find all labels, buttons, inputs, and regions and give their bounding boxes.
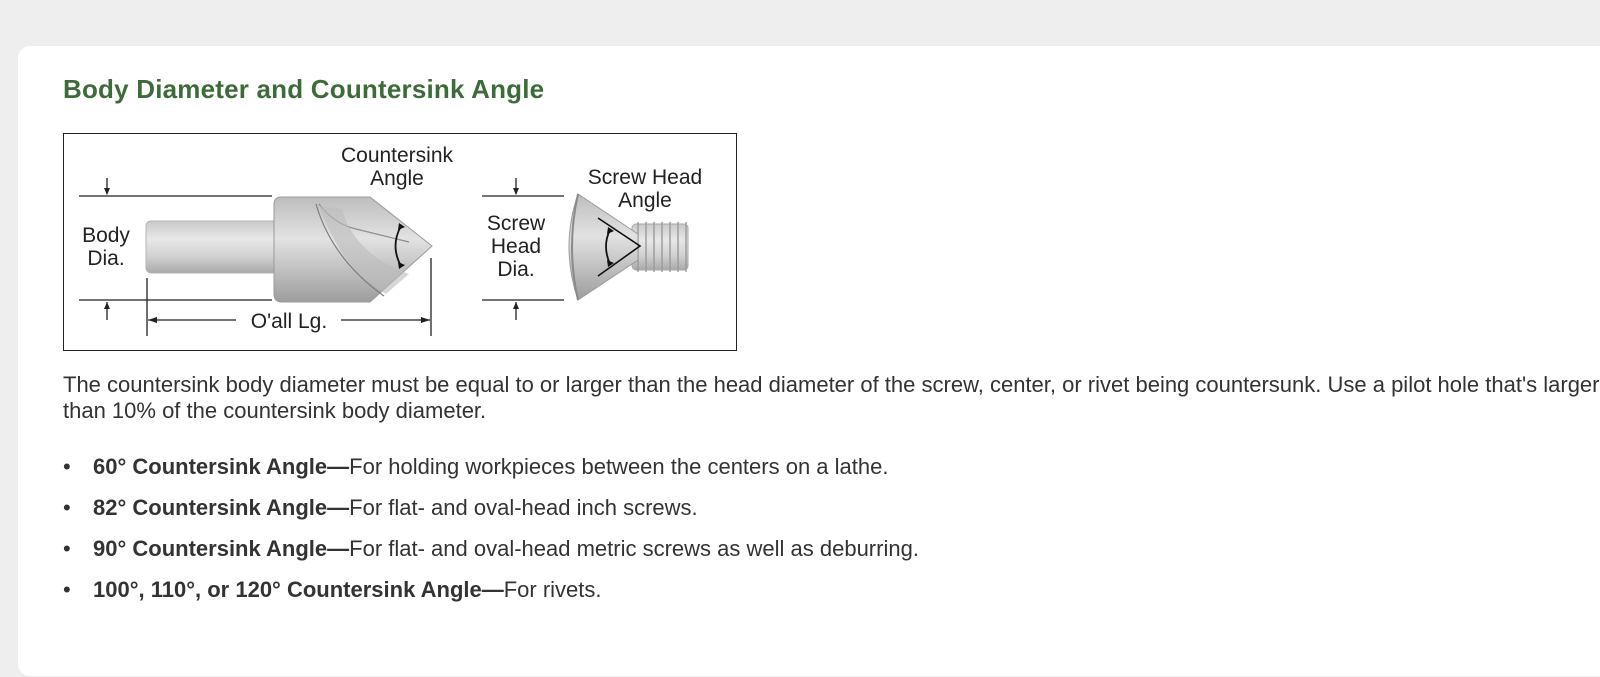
list-item [63, 577, 919, 618]
countersink-tool-image [146, 197, 432, 302]
list-item [63, 495, 919, 536]
screw-head-angle-label-line2: Angle [618, 189, 672, 212]
bullet-bold-text: 60° Countersink Angle— [93, 454, 350, 479]
body-dia-label-line2: Dia. [87, 247, 125, 270]
screw-head-dia-label-line3: Dia. [497, 258, 535, 281]
bullet-bold-text: 82° Countersink Angle— [93, 495, 350, 520]
bullet-text: For holding workpieces between the centers on a lathe. [349, 454, 889, 479]
body-dia-label-line1: Body [82, 224, 130, 247]
countersink-diagram [63, 133, 737, 351]
bullet-icon: • [63, 454, 71, 479]
list-item [63, 454, 919, 495]
bullet-icon: • [63, 577, 71, 602]
list-item [63, 536, 919, 577]
bullet-text: For flat- and oval-head metric screws as well as deburring. [349, 536, 919, 561]
bullet-text: For rivets. [503, 577, 602, 602]
bullet-icon: • [63, 536, 71, 561]
bullet-icon: • [63, 495, 71, 520]
bullet-bold-text: 90° Countersink Angle— [93, 536, 350, 561]
overall-length-label: O'all Lg. [250, 310, 328, 333]
angle-bullet-list [63, 454, 919, 618]
content-card [18, 46, 1600, 676]
screw-head-angle-label-line1: Screw Head [587, 166, 703, 189]
section-title: Body Diameter and Countersink Angle [63, 74, 545, 104]
countersink-angle-label-line2: Angle [370, 167, 424, 190]
description-text: The countersink body diameter must be equal to or larger than the head diameter of the screw, center, or rivet being countersunk. Use a pilot hole that's larger than 10% of the countersink body diameter. [63, 372, 1600, 423]
bullet-text: For flat- and oval-head inch screws. [349, 495, 698, 520]
bullet-bold-text: 100°, 110°, or 120° Countersink Angle— [93, 577, 504, 602]
screw-head-dia-label-line1: Screw [486, 212, 546, 235]
screw-head-dia-label-line2: Head [490, 235, 542, 258]
countersink-angle-label-line1: Countersink [340, 144, 454, 167]
countersink-diagram-svg [64, 134, 736, 350]
